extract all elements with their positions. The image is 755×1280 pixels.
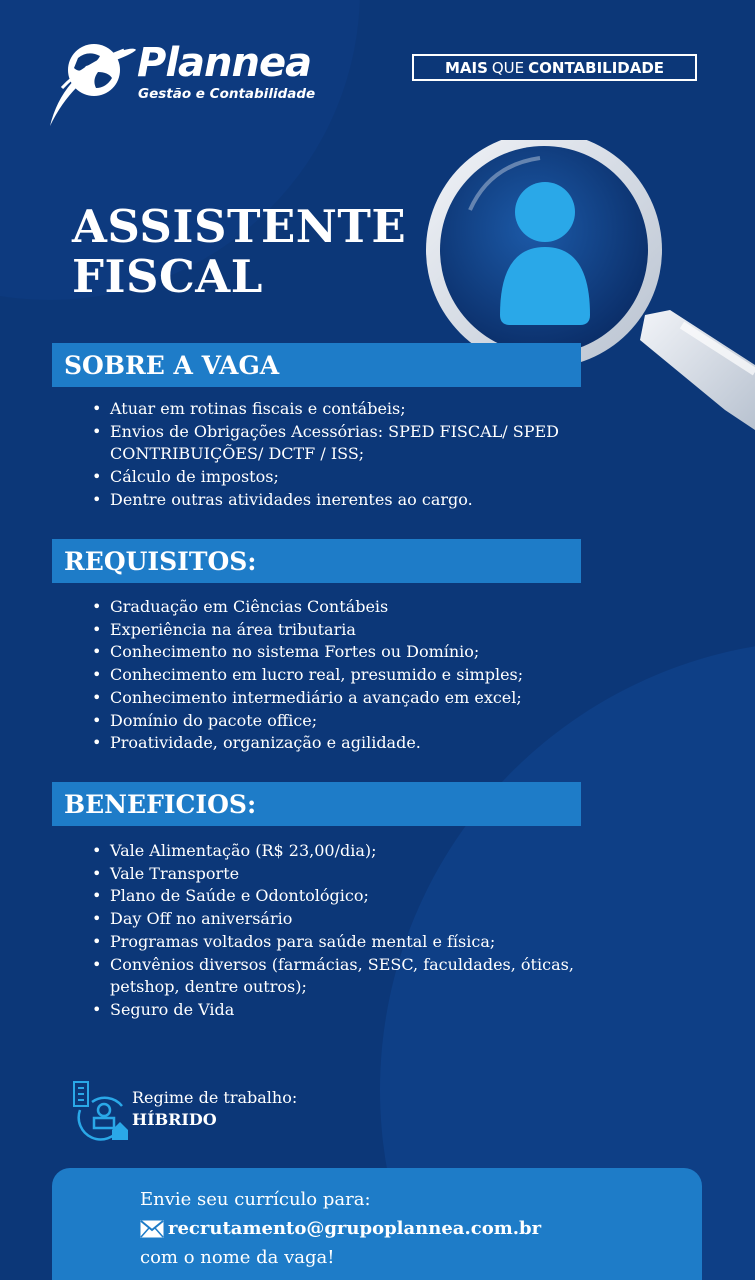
list-requisitos — [92, 596, 592, 755]
list-item: • Experiência na área tributaria — [92, 619, 592, 642]
section-heading-sobre: SOBRE A VAGA — [52, 343, 581, 387]
list-item: • Domínio do pacote office; — [92, 710, 592, 733]
list-item: • Graduação em Ciências Contábeis — [92, 596, 592, 619]
list-item: • Cálculo de impostos; — [92, 466, 592, 489]
brand-logo — [42, 36, 332, 136]
list-item: • Conhecimento no sistema Fortes ou Domínio; — [92, 641, 592, 664]
contact-intro: Envie seu currículo para: — [140, 1189, 371, 1210]
brand-subtitle: Gestão e Contabilidade — [138, 86, 316, 102]
tagline-box — [412, 54, 697, 81]
list-item: • Convênios diversos (farmácias, SESC, faculdades, óticas, petshop, dentre outros); — [92, 954, 592, 999]
contact-outro: com o nome da vaga! — [140, 1247, 335, 1268]
job-title-line-2: FISCAL — [72, 250, 263, 303]
list-item: • Conhecimento intermediário a avançado em excel; — [92, 687, 592, 710]
list-item: • Vale Alimentação (R$ 23,00/dia); — [92, 840, 592, 863]
list-item: • Day Off no aniversário — [92, 908, 592, 931]
list-item: • Vale Transporte — [92, 863, 592, 886]
regime-label: Regime de trabalho: — [132, 1088, 298, 1107]
list-item: • Seguro de Vida — [92, 999, 592, 1022]
list-beneficios — [92, 840, 592, 1022]
tagline-word-2: QUE — [491, 58, 525, 77]
list-sobre — [92, 398, 592, 512]
list-item: • Envios de Obrigações Acessórias: SPED FISCAL/ SPED CONTRIBUIÇÕES/ DCTF / ISS; — [92, 421, 592, 466]
brand-name: Plannea — [137, 40, 312, 86]
job-title — [72, 202, 406, 302]
tagline-word-1: MAIS — [444, 58, 488, 77]
contact-email-row — [140, 1214, 702, 1244]
contact-email[interactable]: recrutamento@grupoplannea.com.br — [168, 1218, 542, 1239]
regime-value: HÍBRIDO — [132, 1110, 217, 1129]
hybrid-work-icon — [72, 1080, 132, 1142]
section-heading-beneficios: BENEFICIOS: — [52, 782, 581, 826]
envelope-icon — [140, 1220, 164, 1238]
globe-icon — [42, 36, 138, 132]
job-title-line-1: ASSISTENTE — [72, 200, 407, 253]
list-item: • Plano de Saúde e Odontológico; — [92, 885, 592, 908]
section-heading-requisitos: REQUISITOS: — [52, 539, 581, 583]
list-item: • Programas voltados para saúde mental e física; — [92, 931, 592, 954]
contact-box — [52, 1168, 702, 1280]
list-item: • Conhecimento em lucro real, presumido e simples; — [92, 664, 592, 687]
list-item: • Proatividade, organização e agilidade. — [92, 732, 592, 755]
tagline-word-3: CONTABILIDADE — [528, 58, 665, 77]
list-item: • Atuar em rotinas fiscais e contábeis; — [92, 398, 592, 421]
list-item: • Dentre outras atividades inerentes ao cargo. — [92, 489, 592, 512]
